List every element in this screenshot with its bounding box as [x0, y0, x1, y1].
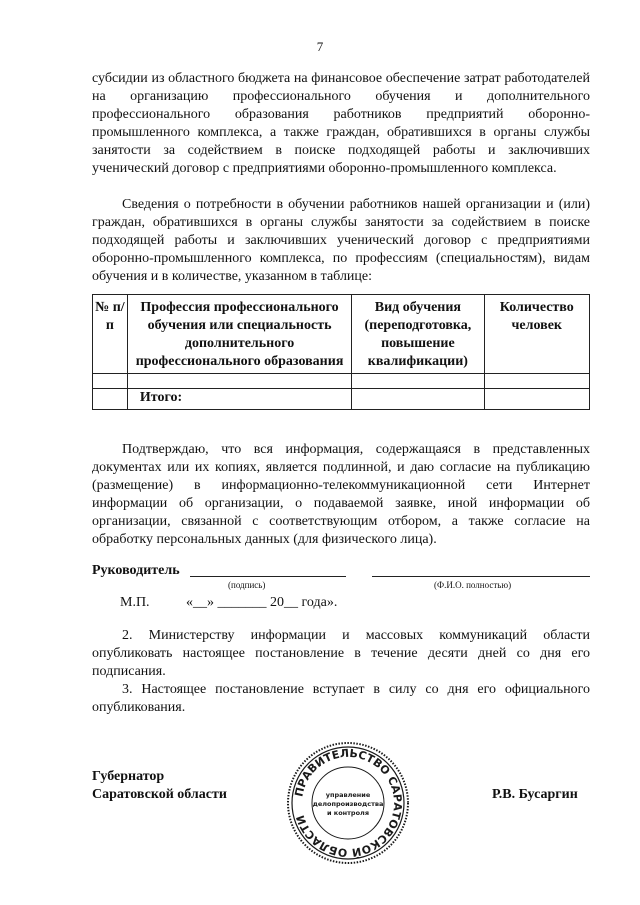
seal-ring-text: ПРАВИТЕЛЬСТВО САРАТОВСКОЙ ОБЛАСТИ [292, 746, 405, 860]
head-label: Руководитель [92, 563, 180, 578]
paragraph-needs: Сведения о потребности в обучении работников нашей организации и (или) граждан, обратившихся в органы службы занятости за содействием в поиске подходящей работы и заключивших ученический договор с предприятиями оборонно-промышленного комплекса, по профессиям (специальностям), видам обучения и в количестве, указанном в таблице: [92, 197, 590, 284]
governor-name: Р.В. Бусаргин [492, 787, 578, 802]
header-profession: Профессия профессионального обучения или специальность дополнительного профессионального образования [127, 295, 351, 374]
signature-caption: (подпись) [228, 580, 266, 590]
seal-icon [285, 740, 411, 866]
seal-place: М.П. [120, 595, 150, 610]
date-line: «__» _______ 20__ года». [186, 595, 338, 610]
name-line [372, 576, 590, 577]
total-label: Итого: [127, 389, 351, 410]
seal-center-line-3: и контроля [326, 809, 370, 817]
paragraph-publication: 2. Министерству информации и массовых коммуникаций области опубликовать настоящее постановление в течение десяти дней со дня его подписания. [92, 628, 590, 679]
header-training-type: Вид обучения (переподготовка, повышение квалификации) [352, 295, 484, 374]
table-cell [484, 389, 590, 410]
paragraph-effective: 3. Настоящее постановление вступает в силу со дня его официального опубликования. [92, 682, 590, 715]
page-number: 7 [316, 39, 324, 54]
governor-title-2: Саратовской области [92, 787, 227, 802]
header-number: № п/п [93, 295, 128, 374]
official-seal [285, 740, 411, 866]
table-cell [352, 389, 484, 410]
paragraph-confirmation: Подтверждаю, что вся информация, содержащаяся в представленных документах или их копиях, является подлинной, и даю согласие на публикацию (размещение) в информационно-телекоммуникационной сети Интернет информации об организации, о подаваемой заявке, иной информации об организации, связанной с соответствующим отбором, а также согласие на обработку персональных данных (для физического лица). [92, 442, 590, 547]
paragraph-subsidies: субсидии из областного бюджета на финансовое обеспечение затрат работодателей на организацию профессионального обучения и дополнительного профессионального образования работников предприятий оборонно-промышленного комплекса, а также граждан, обратившихся в органы службы занятости за содействием в поиске подходящей работы и заключивших ученический договор с предприятиями оборонно-промышленного комплекса. [92, 71, 590, 176]
table-cell [93, 389, 128, 410]
seal-center-line-2: делопроизводства [312, 800, 384, 808]
table-cell [93, 374, 128, 389]
governor-title-1: Губернатор [92, 769, 165, 784]
needs-table [92, 294, 590, 410]
name-caption: (Ф.И.О. полностью) [434, 580, 512, 590]
signature-line [190, 576, 346, 577]
table-cell [484, 374, 590, 389]
table-cell [127, 374, 351, 389]
table-header-row [93, 295, 590, 374]
table-total-row [93, 389, 590, 410]
seal-center-line-1: управление [325, 791, 371, 799]
table-row [93, 374, 590, 389]
header-quantity: Количество человек [484, 295, 590, 374]
table-cell [352, 374, 484, 389]
